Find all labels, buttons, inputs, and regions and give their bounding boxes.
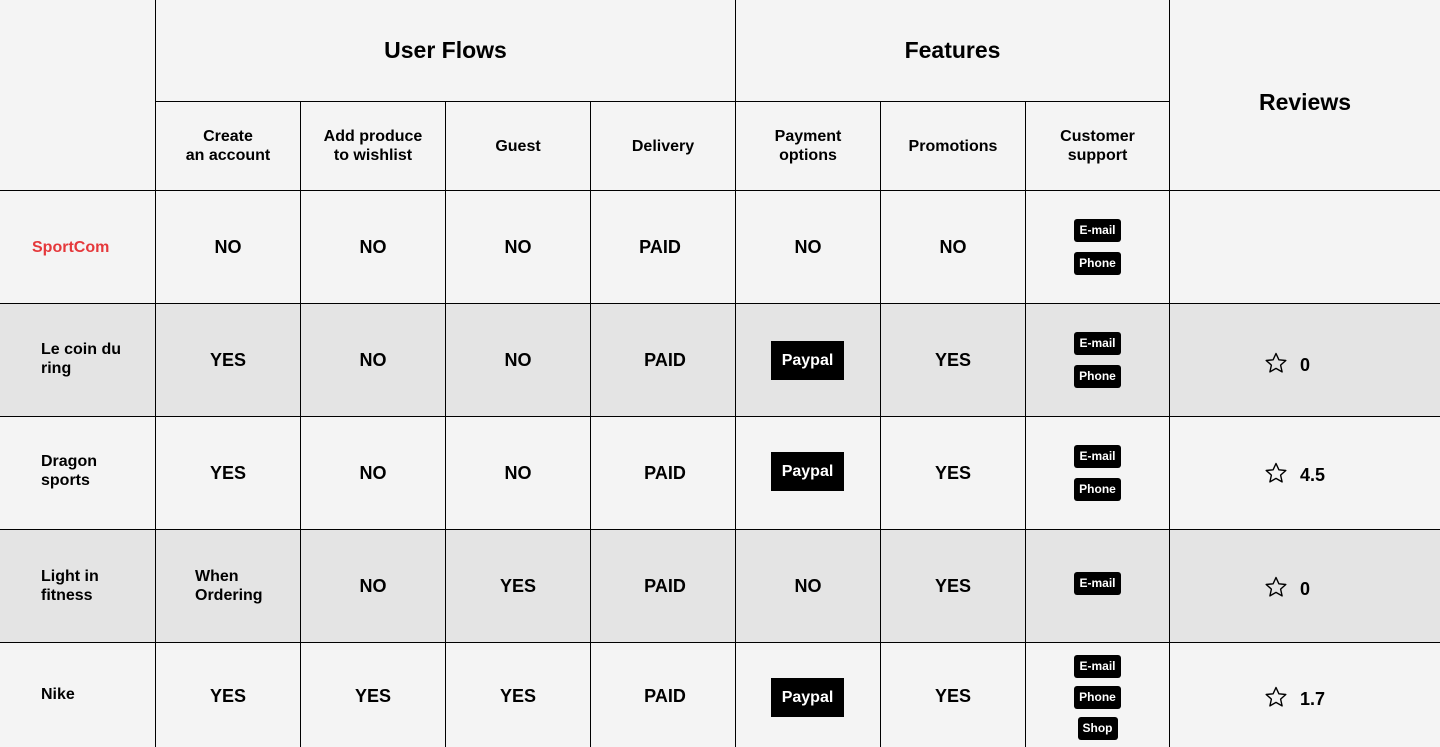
- column-header-create-account: Create an account: [185, 128, 271, 164]
- cell-create-account: NO: [214, 236, 242, 257]
- cell-promotions: YES: [934, 349, 972, 370]
- rating-value: 0: [1300, 355, 1311, 375]
- rating-value: 4.5: [1300, 465, 1326, 485]
- email-tag: E-mail: [1074, 572, 1120, 595]
- shop-tag: Shop: [1078, 717, 1118, 740]
- star-outline-icon: [1264, 461, 1288, 490]
- email-tag: E-mail: [1074, 219, 1120, 242]
- rating: [1264, 685, 1325, 714]
- rating: [1264, 575, 1310, 604]
- star-outline-icon: [1264, 575, 1288, 604]
- row-name-dragon-sports: Dragon sports: [41, 453, 97, 489]
- star-outline-icon: [1264, 351, 1288, 380]
- email-tag: E-mail: [1074, 655, 1120, 678]
- cell-guest: YES: [499, 685, 537, 706]
- row-name-light-in-fitness: Light in fitness: [41, 568, 99, 604]
- column-header-promotions: Promotions: [908, 137, 998, 155]
- support-tags: [1026, 304, 1169, 416]
- column-header-payment: Payment options: [774, 128, 842, 164]
- cell-guest: NO: [504, 349, 532, 370]
- phone-tag: Phone: [1074, 252, 1121, 275]
- cell-guest: NO: [504, 236, 532, 257]
- cell-promotions: NO: [939, 236, 967, 257]
- row-name-le-coin-du-ring: Le coin du ring: [41, 341, 121, 377]
- cell-delivery: PAID: [644, 462, 686, 483]
- column-header-add-wishlist: Add produce to wishlist: [323, 128, 423, 164]
- group-header-features: Features: [904, 37, 1001, 63]
- cell-guest: YES: [499, 575, 537, 596]
- column-header-support: Customer support: [1060, 128, 1135, 164]
- support-tags: [1026, 530, 1169, 636]
- cell-payment: NO: [794, 575, 822, 596]
- cell-add-wishlist: NO: [359, 236, 387, 257]
- cell-create-account: When Ordering: [195, 568, 263, 604]
- cell-promotions: YES: [934, 462, 972, 483]
- row-name-nike: Nike: [41, 686, 75, 703]
- group-header-reviews: Reviews: [1258, 88, 1352, 115]
- support-tags: [1026, 417, 1169, 529]
- cell-create-account: YES: [209, 685, 247, 706]
- column-header-delivery: Delivery: [631, 137, 695, 155]
- cell-promotions: YES: [934, 575, 972, 596]
- rating-value: 1.7: [1300, 689, 1326, 709]
- email-tag: E-mail: [1074, 445, 1120, 468]
- phone-tag: Phone: [1074, 686, 1121, 709]
- row-name-sportcom: SportCom: [32, 239, 110, 256]
- cell-payment: NO: [794, 236, 822, 257]
- cell-guest: NO: [504, 462, 532, 483]
- cell-add-wishlist: YES: [354, 685, 392, 706]
- phone-tag: Phone: [1074, 365, 1121, 388]
- cell-delivery: PAID: [644, 575, 686, 596]
- cell-create-account: YES: [209, 462, 247, 483]
- column-header-guest: Guest: [495, 137, 541, 155]
- cell-add-wishlist: NO: [359, 575, 387, 596]
- cell-add-wishlist: NO: [359, 349, 387, 370]
- rating: [1264, 351, 1310, 380]
- phone-tag: Phone: [1074, 478, 1121, 501]
- cell-promotions: YES: [934, 685, 972, 706]
- star-outline-icon: [1264, 685, 1288, 714]
- cell-delivery: PAID: [644, 685, 686, 706]
- group-header-user-flows: User Flows: [384, 37, 507, 63]
- rating: [1264, 461, 1325, 490]
- email-tag: E-mail: [1074, 332, 1120, 355]
- support-tags: [1026, 654, 1169, 740]
- paypal-badge: Paypal: [771, 341, 844, 380]
- cell-delivery: PAID: [639, 236, 681, 257]
- paypal-badge: Paypal: [771, 678, 844, 717]
- cell-delivery: PAID: [644, 349, 686, 370]
- support-tags: [1026, 191, 1169, 303]
- cell-create-account: YES: [209, 349, 247, 370]
- rating-value: 0: [1300, 579, 1311, 599]
- cell-add-wishlist: NO: [359, 462, 387, 483]
- paypal-badge: Paypal: [771, 452, 844, 491]
